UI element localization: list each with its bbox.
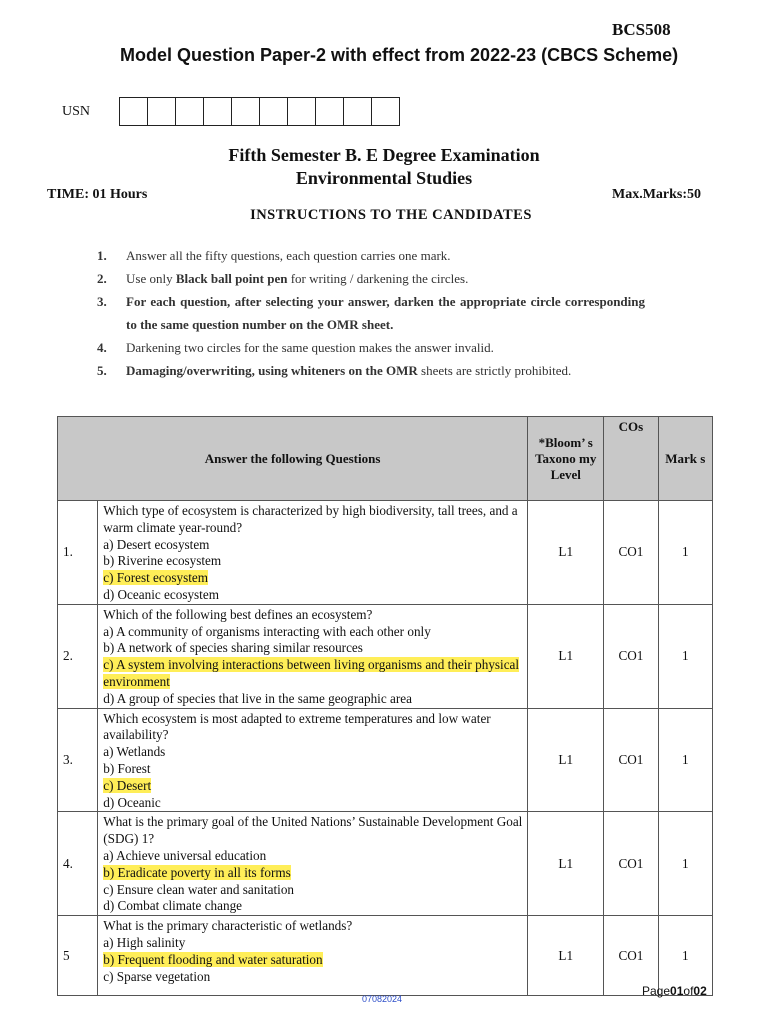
question-marks: 1 (658, 916, 712, 996)
questions-body (58, 501, 713, 996)
questions-table (57, 416, 713, 996)
instruction-number: 1. (97, 248, 107, 263)
question-row (58, 708, 713, 812)
instruction-emphasis: Black ball point pen (175, 271, 288, 286)
question-text: What is the primary characteristic of wetlands? (103, 918, 353, 934)
question-text: Which of the following best defines an ecosystem? (103, 606, 373, 622)
option-line (103, 553, 523, 570)
usn-label: USN (62, 104, 91, 119)
option-line (103, 882, 523, 899)
usn-box (343, 98, 371, 125)
course-outcome: CO1 (604, 604, 658, 708)
bloom-level: L1 (528, 916, 604, 996)
question-row (58, 916, 713, 996)
usn-boxes (119, 97, 400, 126)
option-text: a) High salinity (103, 934, 186, 950)
option-line (103, 865, 523, 882)
exam-time: TIME: 01 Hours (47, 187, 148, 202)
bloom-level: L1 (528, 604, 604, 708)
question-text: Which type of ecosystem is characterized by high biodiversity, tall trees, and a warm climate year-round? (103, 503, 518, 535)
usn-box (120, 98, 147, 125)
usn-box (315, 98, 343, 125)
question-cell (98, 812, 528, 916)
instruction-item (97, 336, 645, 359)
course-outcome: CO1 (604, 501, 658, 605)
option-text: d) Combat climate change (103, 898, 243, 914)
option-line (103, 744, 523, 761)
question-number: 2. (58, 604, 98, 708)
page-of: of (683, 984, 694, 998)
course-code: BCS508 (612, 20, 671, 39)
instruction-item (97, 290, 645, 336)
question-cell (98, 501, 528, 605)
usn-box (259, 98, 287, 125)
question-number: 4. (58, 812, 98, 916)
paper-title: Model Question Paper-2 with effect from 2022-23 (CBCS Scheme) (120, 45, 679, 65)
question-cell (98, 916, 528, 996)
option-text: d) Oceanic ecosystem (103, 586, 219, 602)
header-cos: COs (604, 417, 658, 501)
option-line (103, 969, 523, 986)
option-line (103, 848, 523, 865)
header-questions: Answer the following Questions (58, 417, 528, 501)
instruction-number: 3. (97, 294, 107, 309)
instruction-text: Darkening two circles for the same question makes the answer invalid. (126, 340, 494, 355)
highlighted-answer: c) A system involving interactions between living organisms and their physical environment (103, 657, 520, 689)
option-text: b) Riverine ecosystem (103, 553, 222, 569)
course-outcome: CO1 (604, 812, 658, 916)
option-text: a) Desert ecosystem (103, 536, 210, 552)
instruction-emphasis: For each question, after selecting your answer, darken the appropriate circle corresponding to the same question number on the OMR sheet. (126, 294, 645, 332)
option-line (103, 778, 523, 795)
page-current: 01 (670, 984, 684, 998)
option-line (103, 657, 523, 691)
usn-box (371, 98, 399, 125)
page-number (642, 984, 707, 998)
instruction-text: Answer all the fifty questions, each question carries one mark. (126, 248, 451, 263)
option-line (103, 587, 523, 604)
option-line (103, 624, 523, 641)
page-prefix: Page (642, 984, 671, 998)
usn-box (203, 98, 231, 125)
instruction-emphasis: Damaging/overwriting, using whiteners on the OMR (126, 363, 418, 378)
usn-box (175, 98, 203, 125)
header-bloom-level: *Bloom’ s Taxono my Level (528, 417, 604, 501)
exam-heading (0, 144, 768, 190)
question-row (58, 812, 713, 916)
option-line (103, 795, 523, 812)
question-marks: 1 (658, 812, 712, 916)
option-text: d) A group of species that live in the same geographic area (103, 690, 412, 706)
option-text: b) A network of species sharing similar resources (103, 640, 363, 656)
course-outcome: CO1 (604, 916, 658, 996)
instruction-number: 2. (97, 271, 107, 286)
question-number: 1. (58, 501, 98, 605)
footer-date: 07082024 (362, 994, 403, 1004)
instruction-item (97, 359, 645, 382)
option-text: c) Sparse vegetation (103, 968, 211, 984)
option-line (103, 570, 523, 587)
instruction-item (97, 244, 645, 267)
instruction-number: 4. (97, 340, 107, 355)
bloom-level: L1 (528, 708, 604, 812)
question-cell (98, 604, 528, 708)
option-line (103, 898, 523, 915)
instruction-item (97, 267, 645, 290)
question-number: 5 (58, 916, 98, 996)
header-marks: Mark s (658, 417, 712, 501)
highlighted-answer: c) Desert (103, 777, 152, 793)
question-marks: 1 (658, 501, 712, 605)
option-line (103, 537, 523, 554)
option-text: a) Wetlands (103, 744, 166, 760)
question-number: 3. (58, 708, 98, 812)
highlighted-answer: b) Frequent flooding and water saturation (103, 951, 323, 967)
option-text: a) A community of organisms interacting with each other only (103, 623, 431, 639)
question-cell (98, 708, 528, 812)
instruction-text: for writing / darkening the circles. (287, 271, 469, 286)
highlighted-answer: c) Forest ecosystem (103, 570, 208, 586)
question-marks: 1 (658, 604, 712, 708)
question-row (58, 501, 713, 605)
usn-box (147, 98, 175, 125)
exam-name: Fifth Semester B. E Degree Examination (228, 145, 540, 165)
instruction-text: Use only (126, 271, 176, 286)
course-outcome: CO1 (604, 708, 658, 812)
instructions-list (97, 244, 645, 382)
page-total: 02 (693, 984, 707, 998)
option-line (103, 640, 523, 657)
subject-name: Environmental Studies (295, 168, 473, 188)
instructions-title: INSTRUCTIONS TO THE CANDIDATES (250, 207, 532, 223)
option-text: d) Oceanic (103, 794, 161, 810)
highlighted-answer: b) Eradicate poverty in all its forms (103, 864, 291, 880)
usn-box (287, 98, 315, 125)
max-marks: Max.Marks:50 (612, 187, 702, 202)
question-row (58, 604, 713, 708)
bloom-level: L1 (528, 812, 604, 916)
option-line (103, 761, 523, 778)
bloom-level: L1 (528, 501, 604, 605)
option-text: b) Forest (103, 760, 151, 776)
option-text: a) Achieve universal education (103, 847, 267, 863)
instruction-text: sheets are strictly prohibited. (417, 363, 572, 378)
option-line (103, 952, 523, 969)
option-line (103, 935, 523, 952)
option-line (103, 691, 523, 708)
usn-box (231, 98, 259, 125)
instruction-number: 5. (97, 363, 107, 378)
option-text: c) Ensure clean water and sanitation (103, 881, 295, 897)
question-marks: 1 (658, 708, 712, 812)
question-text: What is the primary goal of the United Nations’ Sustainable Development Goal (SDG) 1? (103, 814, 523, 847)
question-text: Which ecosystem is most adapted to extreme temperatures and low water availability? (103, 710, 491, 743)
